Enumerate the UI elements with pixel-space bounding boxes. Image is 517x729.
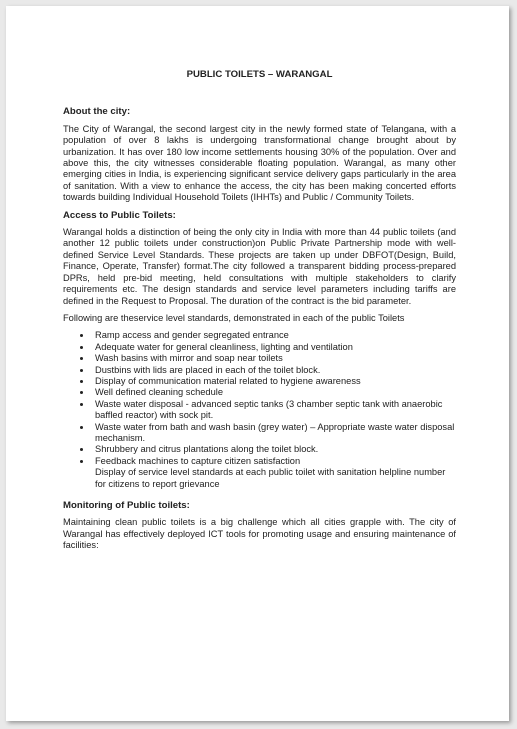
document-title: PUBLIC TOILETS – WARANGAL: [186, 69, 333, 80]
paragraph-standards-intro: Following are theservice level standards, demonstrated in each of the public Toilets: [63, 312, 405, 323]
list-item-subtext: Display of service level standards at each public toilet with sanitation helpline number for citizens to report grievance: [95, 467, 446, 489]
list-item: • Well defined cleaning schedule: [92, 387, 456, 398]
standards-list: [63, 330, 456, 490]
list-item: • Waste water from bath and wash basin (grey water) – Appropriate waste water disposal mechanism.: [92, 422, 456, 445]
list-item: • Ramp access and gender segregated entrance: [92, 330, 456, 341]
section-heading-about-city: About the city:: [63, 106, 131, 118]
list-item-text: Feedback machines to capture citizen satisfaction: [95, 455, 301, 466]
document-body: [63, 69, 456, 552]
list-item: • Dustbins with lids are placed in each of the toilet block.: [92, 365, 456, 376]
list-item: • Waste water disposal - advanced septic tanks (3 chamber septic tank with anaerobic baffled reactor) with sock pit.: [92, 399, 456, 422]
list-item: • Display of communication material related to hygiene awareness: [92, 376, 456, 387]
list-item: [92, 456, 456, 490]
list-item: • Wash basins with mirror and soap near toilets: [92, 353, 456, 364]
section-heading-access: Access to Public Toilets:: [63, 209, 176, 221]
paragraph-about-city: The City of Warangal, the second largest city in the newly formed state of Telangana, with a population of over 8 lakhs is undergoing transformational change brought about by urbanization. It has over 180 low income settlements housing 30% of the population. Over and above this, the city witnesses considerable floating population. Warangal, as many other emerging cities in India, is experiencing significant service delivery gaps particularly in the area of sanitation. With a view to enhance the access, the city has been making concerted efforts towards building Individual Household Toilets (IHHTs) and Public / Community Toilets.: [63, 123, 456, 203]
list-item: • Adequate water for general cleanliness, lighting and ventilation: [92, 342, 456, 353]
paragraph-monitoring: Maintaining clean public toilets is a big challenge which all cities grapple with. The city of Warangal has effectively deployed ICT tools for promoting usage and ensuring maintenance of facilities:: [63, 517, 456, 551]
paragraph-access: Warangal holds a distinction of being the only city in India with more than 44 public toilets (and another 12 public toilets under construction)on Public Private Partnership mode with well-defined Service Level Standards. These projects are taken up under DBFOT(Design, Build, Finance, Operate, Transfer) format.The city followed a transparent bidding process-prepared DPRs, held pre-bid meeting, held consultations with multiple stakeholders to clarify requirements etc. The design standards and service level parameters including tariffs are defined in the Request to Proposal. The duration of the contract is the bid parameter.: [63, 227, 456, 306]
section-heading-monitoring: Monitoring of Public toilets:: [63, 500, 190, 511]
document-page: [6, 6, 509, 721]
list-item: • Shrubbery and citrus plantations along the toilet block.: [92, 444, 456, 455]
